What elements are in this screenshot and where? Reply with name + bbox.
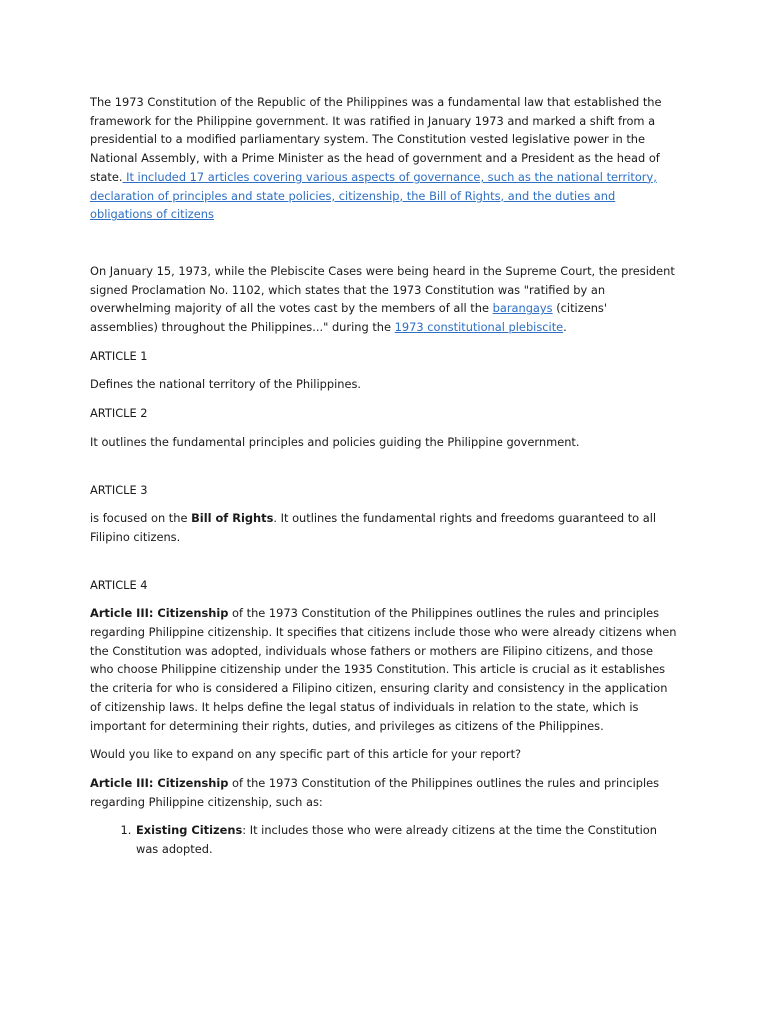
plebiscite-text-a: On January 15, 1973, while the Plebiscite Cases were being heard in the Supreme Court, the president signed Proclamation No. 1102, which states that the 1973 Constitution was "ratified by an overwhelming majority of all the votes cast by the members of all the: [90, 263, 675, 316]
question-text: Would you like to expand on any specific part of this article for your report?: [90, 747, 522, 762]
article-3-text-a: is focused on the: [90, 511, 192, 526]
summary-text: of the 1973 Constitution of the Philippines outlines the rules and principles regarding Philippine citizenship, such as:: [90, 775, 660, 809]
plebiscite-link[interactable]: 1973 constitutional plebiscite: [394, 320, 564, 335]
article-4-body: of the 1973 Constitution of the Philippines outlines the rules and principles regarding Philippine citizenship. It specifies that citizens include those who were already citizens when the Constitution was adopted, individuals whose fathers or mothers are Filipino citizens, and those who choose Philippine citizenship under the 1935 Constitution. This article is crucial as it establishes the criteria for who is considered a Filipino citizen, ensuring clarity and consistency in the application of citizenship laws. It helps define the legal status of individuals in relation to the state, which is important for determining their rights, duties, and privileges as citizens of the Philippines.: [90, 606, 677, 733]
list-item-bold: Existing Citizens: [136, 823, 243, 838]
plebiscite-text-b: (citizens' assemblies) throughout the Philippines..." during the: [90, 301, 607, 335]
blank-line: [90, 243, 678, 262]
article-2-heading: ARTICLE 2: [90, 406, 148, 421]
intro-paragraph: [90, 0, 678, 224]
article-3-bold: Bill of Rights: [191, 511, 274, 526]
article-1-text: Defines the national territory of the Philippines.: [90, 377, 362, 392]
plebiscite-paragraph: [90, 262, 678, 337]
summary-bold: Article III: Citizenship: [90, 775, 229, 790]
article-3-heading: ARTICLE 3: [90, 482, 148, 497]
list-item-text: : It includes those who were already citizens at the time the Constitution was adopted.: [136, 823, 657, 857]
intro-link[interactable]: It included 17 articles covering various aspects of governance, such as the national territory, declaration of principles and state policies, citizenship, the Bill of Rights, and the duties and obligations of citizens: [90, 169, 657, 222]
article-2-text: It outlines the fundamental principles and policies guiding the Philippine government.: [90, 434, 580, 449]
article-4-heading: ARTICLE 4: [90, 577, 148, 592]
citizenship-list: [90, 821, 678, 858]
article-1-heading: ARTICLE 1: [90, 348, 148, 363]
plebiscite-text-c: .: [563, 320, 567, 335]
article-4-bold: Article III: Citizenship: [90, 606, 229, 621]
intro-text: The 1973 Constitution of the Republic of the Philippines was a fundamental law that established the framework for the Philippine government. It was ratified in January 1973 and marked a shift from a presidential to a modified parliamentary system. The Constitution vested legislative power in the National Assembly, with a Prime Minister as the head of government and a President as the head of state.: [90, 95, 662, 184]
summary-paragraph: [90, 774, 678, 811]
list-item: [135, 821, 678, 858]
article-3-text-b: . It outlines the fundamental rights and freedoms guaranteed to all Filipino citizens.: [90, 511, 657, 544]
article-3-text: [90, 509, 678, 546]
barangays-link[interactable]: barangays: [492, 301, 553, 316]
article-4-text: [90, 604, 678, 735]
blank-line: [90, 224, 678, 243]
